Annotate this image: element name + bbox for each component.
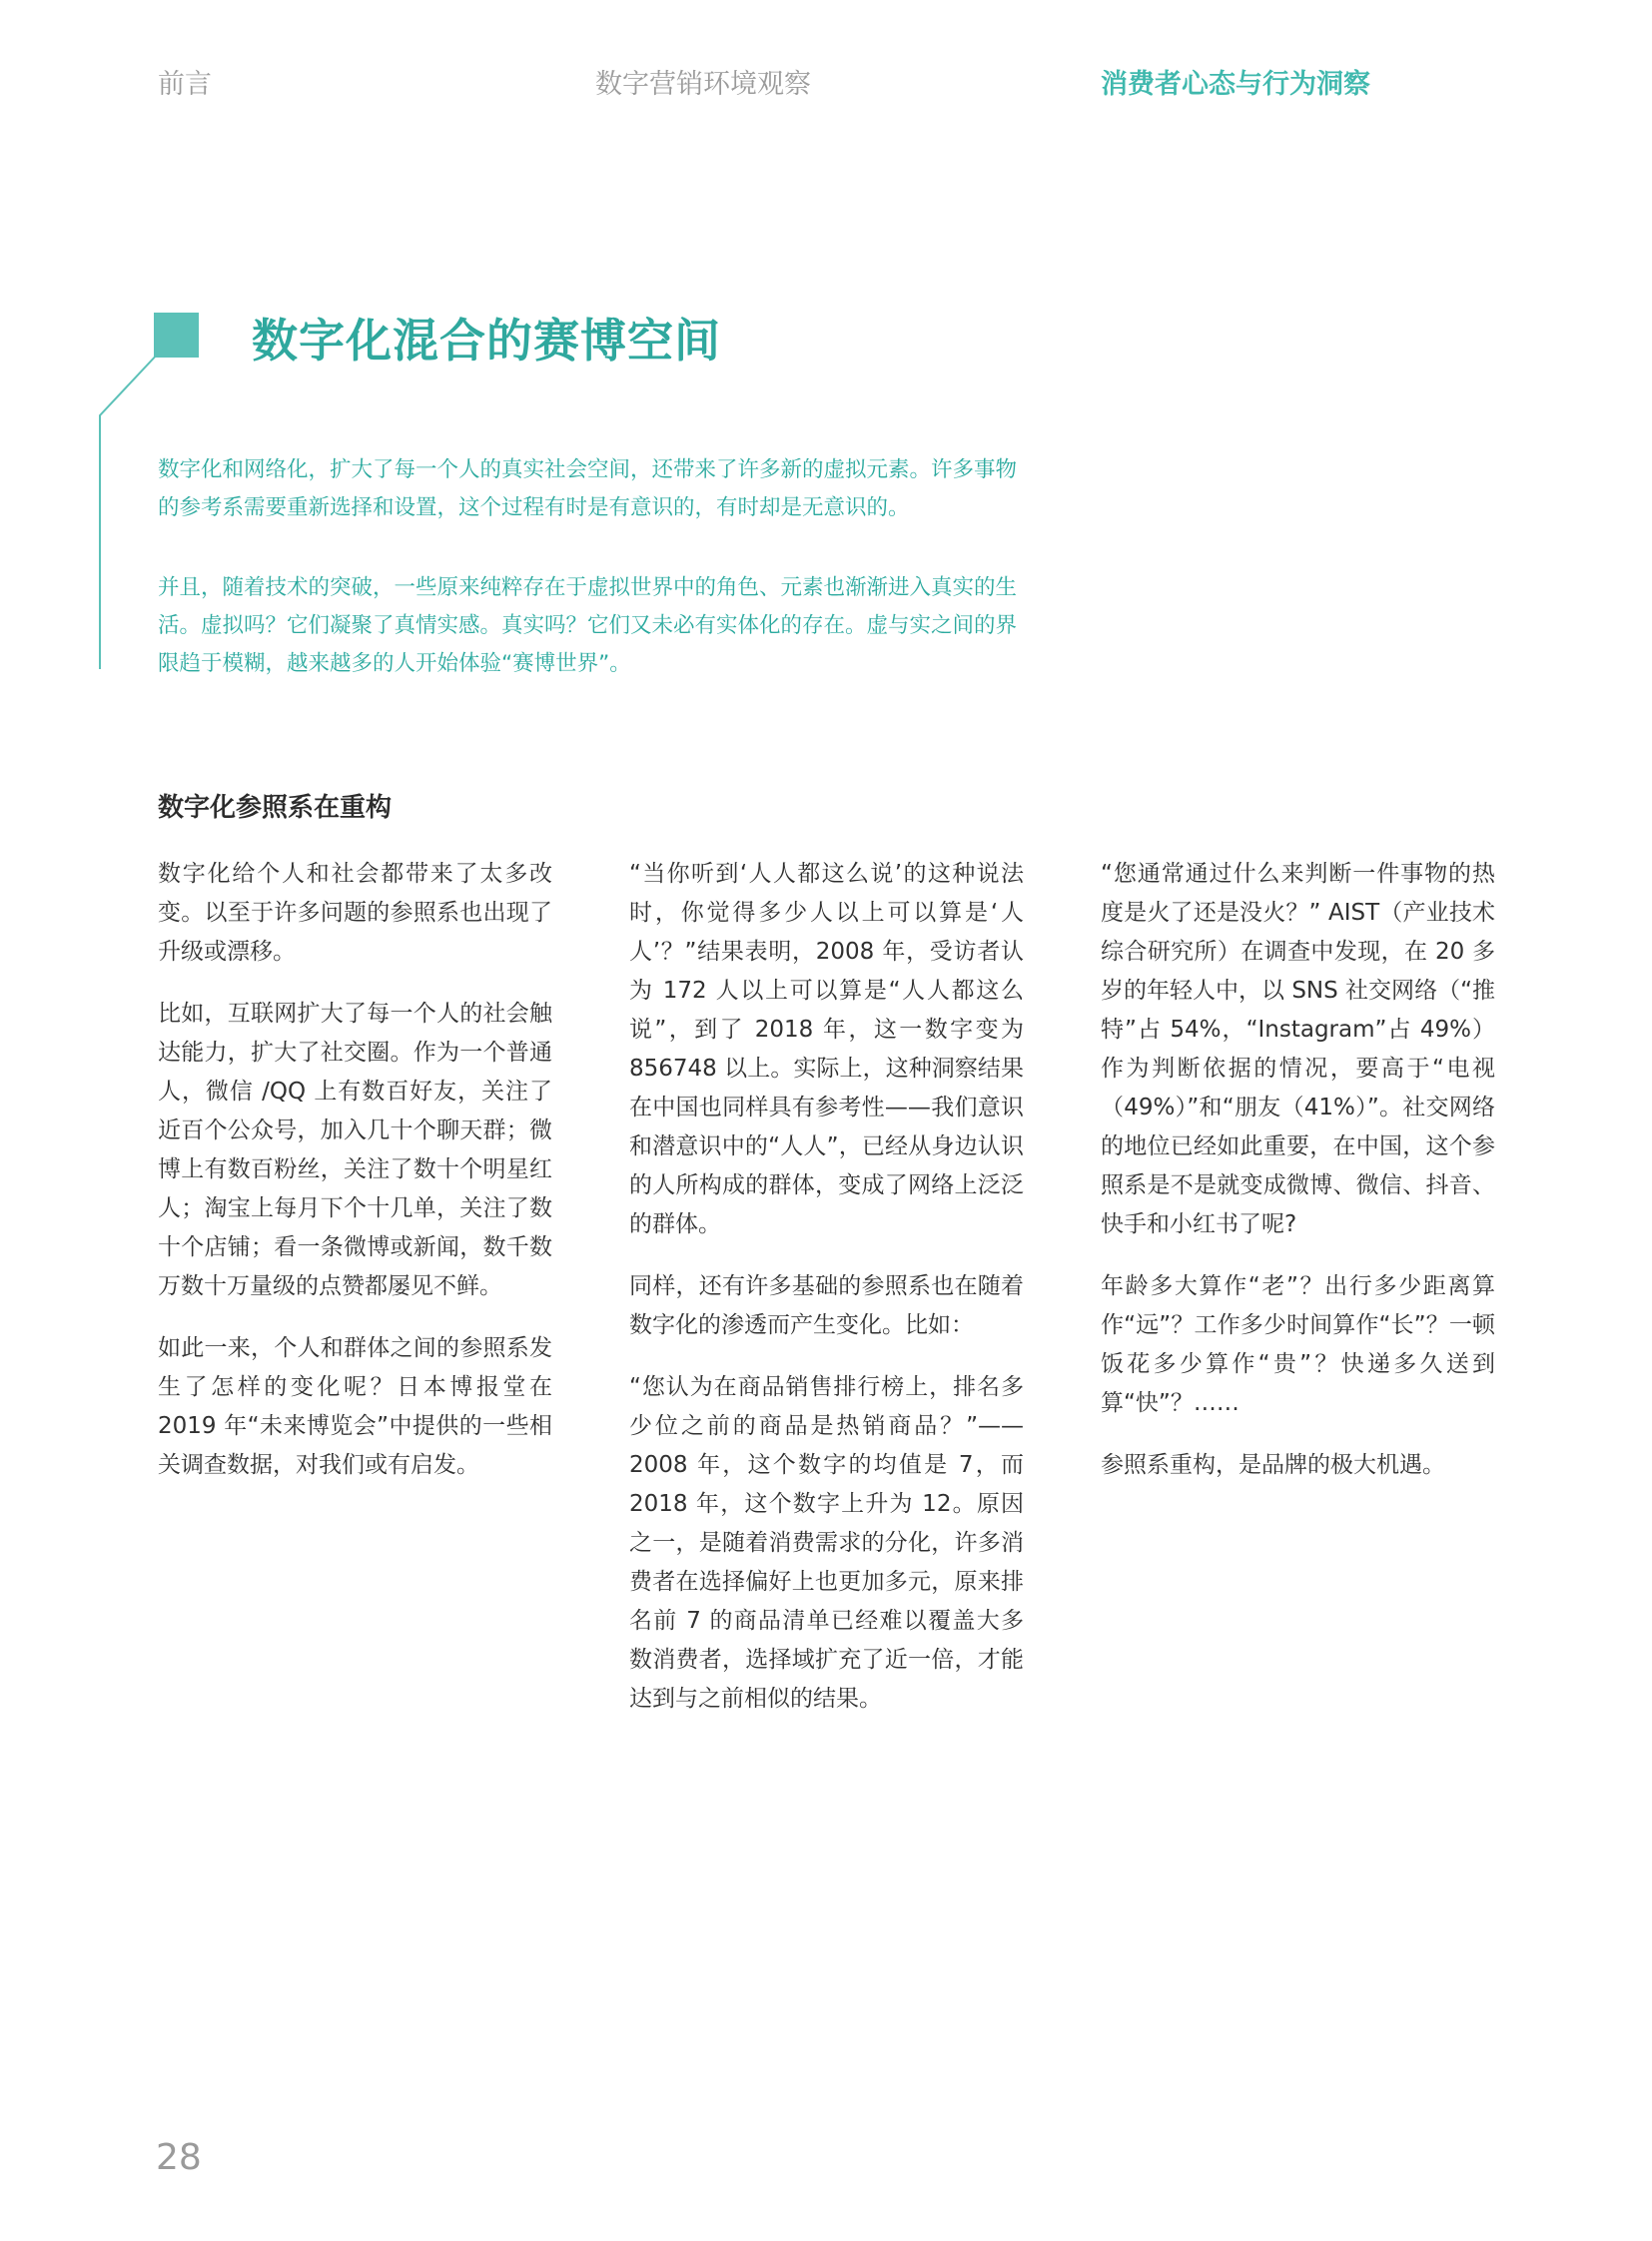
intro-paragraph-2: 并且，随着技术的突破，一些原来纯粹存在于虚拟世界中的角色、元素也渐渐进入真实的生活。虚拟吗？它们凝聚了真情实感。真实吗？它们又未必有实体化的存在。虚与实之间的界限趋于模糊，越来越多的人开始体验“赛博世界”。 — [158, 575, 1018, 676]
text-column-3 — [1101, 855, 1495, 1508]
section-heading: 数字化参照系在重构 — [158, 793, 393, 823]
page-number: 28 — [156, 2137, 202, 2178]
nav-item-preface[interactable]: 前言 — [158, 69, 212, 100]
body-paragraph: 同样，还有许多基础的参照系也在随着数字化的渗透而产生变化。比如： — [629, 1273, 1024, 1338]
text-column-2 — [629, 855, 1024, 1742]
body-paragraph: 数字化给个人和社会都带来了太多改变。以至于许多问题的参照系也出现了升级或漂移。 — [158, 861, 552, 965]
nav-item-digital-marketing[interactable]: 数字营销环境观察 — [595, 69, 811, 100]
intro-paragraph-1: 数字化和网络化，扩大了每一个人的真实社会空间，还带来了许多新的虚拟元素。许多事物的参考系需要重新选择和设置，这个过程有时是有意识的，有时却是无意识的。 — [158, 457, 1018, 520]
body-paragraph: 年龄多大算作“老”？出行多少距离算作“远”？工作多少时间算作“长”？一顿饭花多少算作“贵”？快递多久送到算“快”？…… — [1101, 1273, 1495, 1416]
title-square-icon — [154, 313, 199, 358]
body-paragraph: 比如，互联网扩大了每一个人的社会触达能力，扩大了社交圈。作为一个普通人，微信 /QQ 上有数百好友，关注了近百个公众号，加入几十个聊天群；微博上有数百粉丝，关注了数十个明星红人；淘宝上每月下个十几单，关注了数十个店铺；看一条微博或新闻，数千数万数十万量级的点赞都屡见不鲜。 — [158, 1001, 552, 1299]
body-paragraph: 如此一来，个人和群体之间的参照系发生了怎样的变化呢？日本博报堂在 2019 年“未来博览会”中提供的一些相关调查数据，对我们或有启发。 — [158, 1335, 552, 1478]
body-paragraph: “当你听到‘人人都这么说’的这种说法时，你觉得多少人以上可以算是‘人人’？”结果表明，2008 年，受访者认为 172 人以上可以算是“人人都这么说”，到了 2018 年，这一数字变为 856748 以上。实际上，这种洞察结果在中国也同样具有参考性——我们意识和潜意识中的“人人”，已经从身边认识的人所构成的群体，变成了网络上泛泛的群体。 — [629, 861, 1024, 1237]
body-paragraph: “您认为在商品销售排行榜上，排名多少位之前的商品是热销商品？”——2008 年，这个数字的均值是 7，而 2018 年，这个数字上升为 12。原因之一，是随着消费需求的分化，许多消费者在选择偏好上也更加多元，原来排名前 7 的商品清单已经难以覆盖大多数消费者，选择域扩充了近一倍，才能达到与之前相似的结果。 — [629, 1374, 1024, 1712]
text-column-1 — [158, 855, 552, 1508]
body-paragraph: 参照系重构，是品牌的极大机遇。 — [1101, 1452, 1445, 1478]
nav-item-consumer-insight[interactable]: 消费者心态与行为洞察 — [1101, 69, 1370, 100]
page-title: 数字化混合的赛博空间 — [252, 314, 721, 368]
body-paragraph: “您通常通过什么来判断一件事物的热度是火了还是没火？” AIST（产业技术综合研究所）在调查中发现，在 20 多岁的年轻人中，以 SNS 社交网络（“推特”占 54%，“Instagram”占 49%）作为判断依据的情况，要高于“电视（49%）”和“朋友（41%）”。社交网络的地位已经如此重要，在中国，这个参照系是不是就变成微博、微信、抖音、快手和小红书了呢? — [1101, 861, 1495, 1237]
